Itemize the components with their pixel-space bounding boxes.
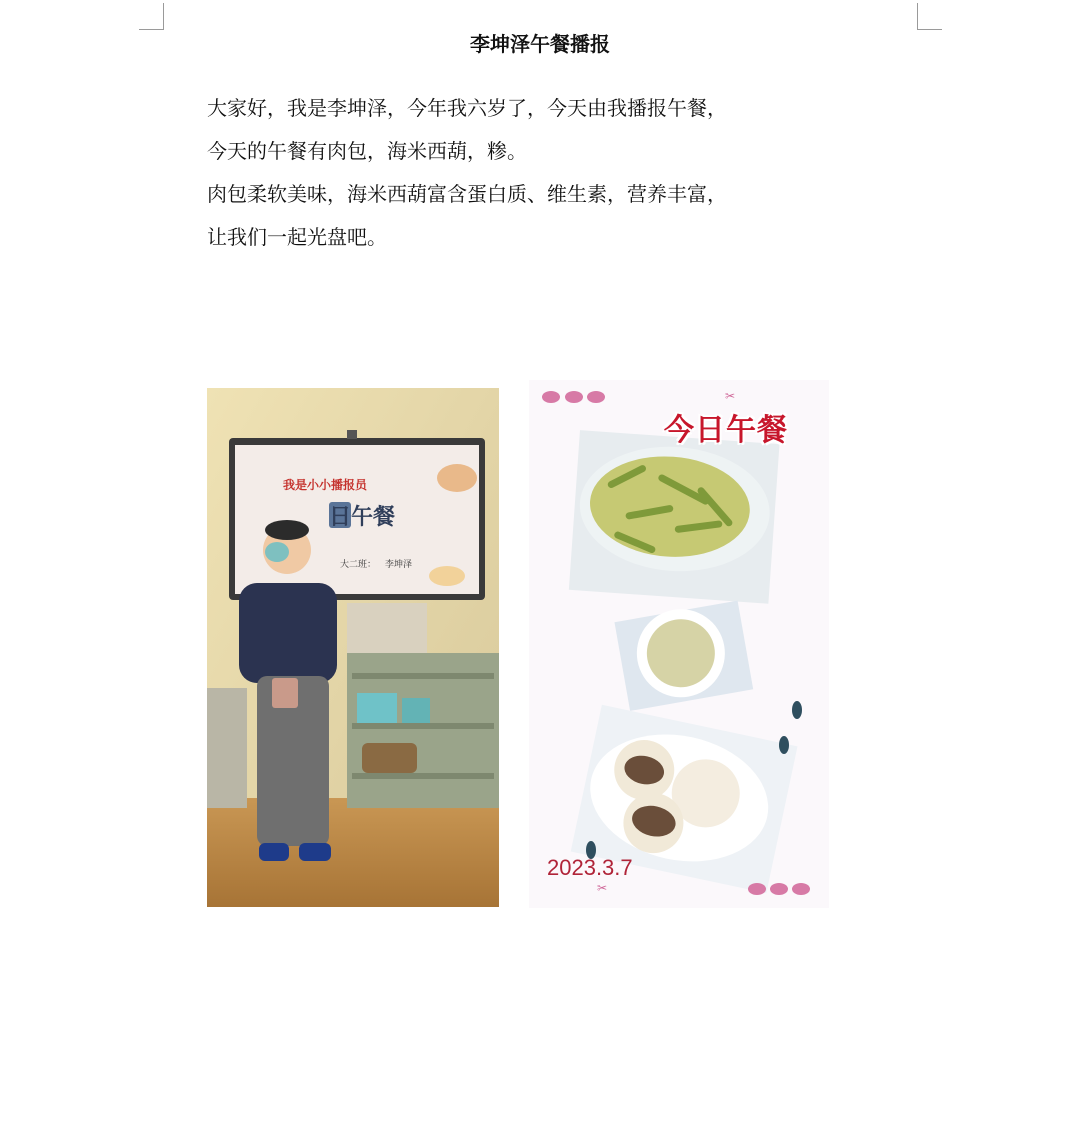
collage-date: 2023.3.7 [547,855,633,880]
page-corner-mark-right [917,3,942,30]
paragraph-line: 今天的午餐有肉包，海米西葫，糁。 [207,139,527,163]
screen-name: 李坤泽 [385,560,413,570]
paragraph-line: 肉包柔软美味，海米西葫富含蛋白质、维生素，营养丰富， [207,182,727,206]
screen-heading: 我是小小播报员 [283,478,368,492]
pill-decoration-icon [542,391,605,403]
child-presenter-photo [207,388,499,907]
scissors-icon: ✂ [725,389,736,403]
screen-big-text: 日午餐 [329,505,396,530]
paragraph-line: 大家好，我是李坤泽，今年我六岁了，今天由我播报午餐， [207,96,727,120]
lunch-collage [529,380,829,908]
page-corner-mark-left [139,3,164,30]
pill-decoration-icon [748,883,810,895]
collage-title: 今日午餐 [664,413,788,448]
screen-class: 大二班： [340,560,377,570]
document-title: 李坤泽午餐播报 [470,32,610,56]
scissors-icon: ✂ [597,881,608,895]
document-body [207,88,847,260]
paragraph-line: 让我们一起光盘吧。 [207,225,387,249]
